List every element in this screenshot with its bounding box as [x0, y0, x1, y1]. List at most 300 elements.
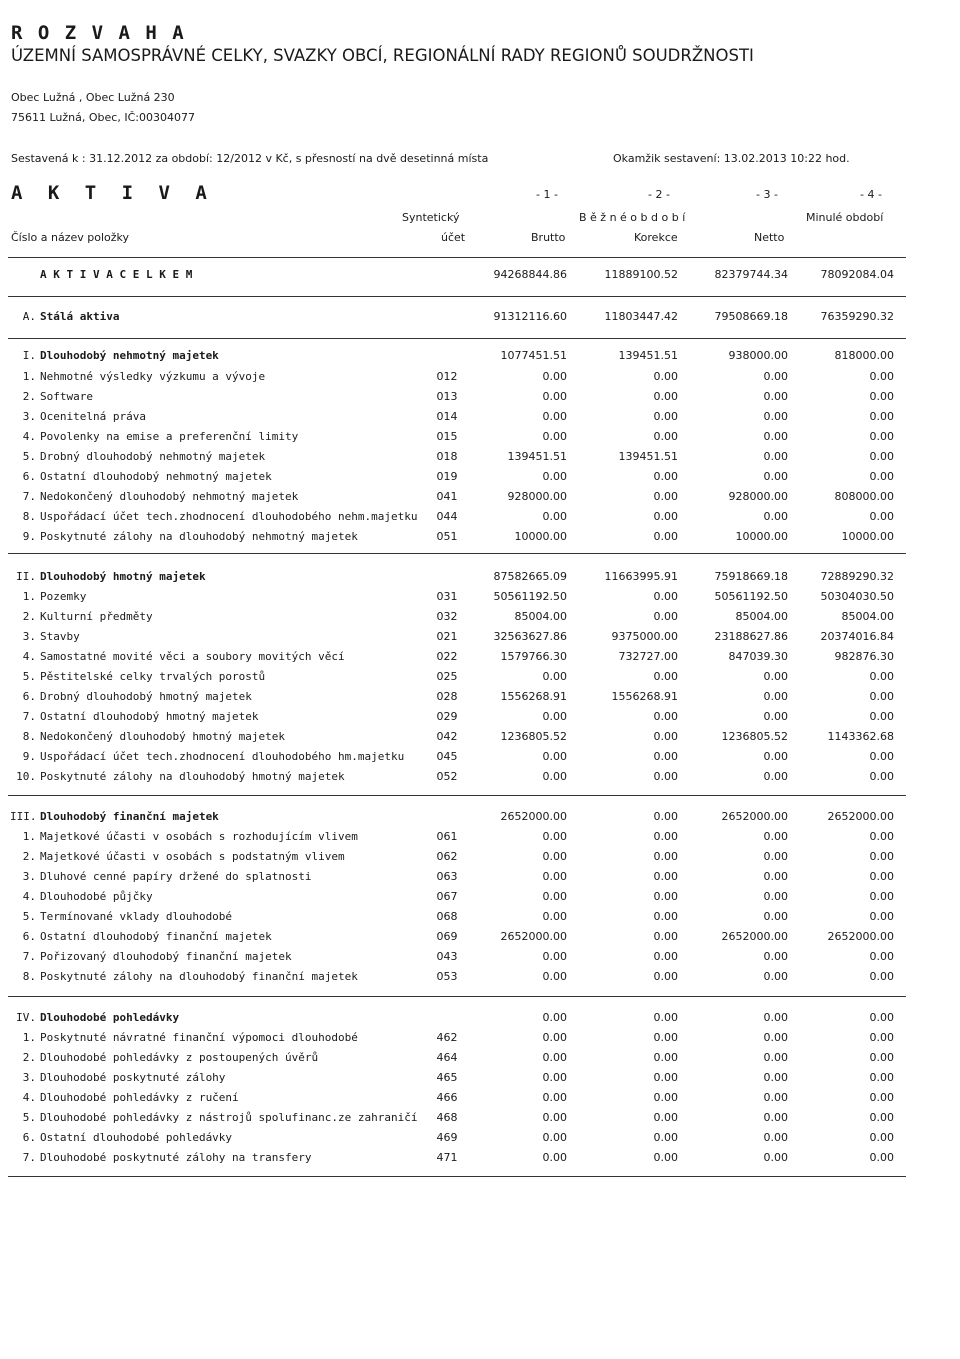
korekce-value: 0.00: [653, 610, 678, 623]
brutto-value: 0.00: [542, 1051, 567, 1064]
table-row: [0, 830, 960, 850]
korekce-value: 0.00: [653, 1011, 678, 1024]
item-number: 2.: [22, 1051, 36, 1064]
brutto-value: 0.00: [542, 510, 567, 523]
netto-value: 0.00: [763, 970, 788, 983]
brutto-value: 0.00: [542, 410, 567, 423]
netto-value: 0.00: [763, 690, 788, 703]
account-number: 019: [436, 470, 458, 483]
table-row: [0, 1091, 960, 1111]
item-name: Dlouhodobý finanční majetek: [40, 810, 219, 823]
item-name: Pořizovaný dlouhodobý finanční majetek: [40, 950, 292, 963]
item-number: 7.: [22, 490, 36, 503]
table-row: [0, 510, 960, 530]
table-row: [0, 910, 960, 930]
previous-value: 1143362.68: [827, 730, 894, 743]
account-number: 032: [436, 610, 458, 623]
korekce-value: 0.00: [653, 1051, 678, 1064]
netto-value: 0.00: [763, 1031, 788, 1044]
item-name: Dlouhodobé poskytnuté zálohy na transfery: [40, 1151, 312, 1164]
brutto-value: 1236805.52: [500, 730, 567, 743]
previous-value: 0.00: [869, 410, 894, 423]
item-name: Majetkové účasti v osobách s rozhodujícím vlivem: [40, 830, 358, 843]
table-row: [0, 770, 960, 790]
brutto-value: 0.00: [542, 850, 567, 863]
brutto-value: 2652000.00: [500, 810, 567, 823]
org-address: 75611 Lužná, Obec, IČ:00304077: [11, 111, 195, 124]
item-name: A K T I V A C E L K E M: [40, 268, 193, 281]
korekce-value: 0.00: [653, 510, 678, 523]
brutto-value: 928000.00: [507, 490, 567, 503]
brutto-value: 0.00: [542, 890, 567, 903]
item-name: Poskytnuté zálohy na dlouhodobý hmotný majetek: [40, 770, 345, 783]
table-row: [0, 870, 960, 890]
netto-value: 0.00: [763, 670, 788, 683]
brutto-value: 0.00: [542, 870, 567, 883]
korekce-value: 0.00: [653, 470, 678, 483]
col-current-period: B ě ž n é o b d o b í: [579, 211, 686, 224]
korekce-value: 0.00: [653, 1091, 678, 1104]
col-item-label: Číslo a název položky: [11, 231, 130, 244]
table-row: [0, 1031, 960, 1051]
item-name: Drobný dlouhodobý hmotný majetek: [40, 690, 252, 703]
item-number: 1.: [22, 370, 36, 383]
col-account: účet: [441, 231, 466, 244]
generated-time: Okamžik sestavení: 13.02.2013 10:22 hod.: [613, 152, 850, 165]
previous-value: 0.00: [869, 370, 894, 383]
korekce-value: 11663995.91: [604, 570, 678, 583]
brutto-value: 2652000.00: [500, 930, 567, 943]
item-number: 5.: [22, 450, 36, 463]
netto-value: 82379744.34: [714, 268, 788, 281]
divider: [8, 257, 906, 258]
table-row: [0, 930, 960, 950]
previous-value: 72889290.32: [820, 570, 894, 583]
account-number: 022: [436, 650, 458, 663]
korekce-value: 0.00: [653, 830, 678, 843]
table-row: [0, 650, 960, 670]
korekce-value: 9375000.00: [611, 630, 678, 643]
korekce-value: 139451.51: [618, 450, 678, 463]
item-number: 4.: [22, 890, 36, 903]
previous-value: 0.00: [869, 1091, 894, 1104]
item-name: Dlouhodobé půjčky: [40, 890, 153, 903]
previous-value: 0.00: [869, 890, 894, 903]
korekce-value: 0.00: [653, 950, 678, 963]
brutto-value: 0.00: [542, 950, 567, 963]
netto-value: 0.00: [763, 750, 788, 763]
previous-value: 0.00: [869, 750, 894, 763]
korekce-value: 0.00: [653, 1131, 678, 1144]
item-number: 4.: [22, 430, 36, 443]
korekce-value: 0.00: [653, 390, 678, 403]
account-number: 068: [436, 910, 458, 923]
account-number: 052: [436, 770, 458, 783]
brutto-value: 139451.51: [507, 450, 567, 463]
account-number: 063: [436, 870, 458, 883]
table-row: [0, 1051, 960, 1071]
brutto-value: 0.00: [542, 1091, 567, 1104]
item-name: Stálá aktiva: [40, 310, 120, 323]
item-number: 1.: [22, 830, 36, 843]
korekce-value: 139451.51: [618, 349, 678, 362]
item-name: Uspořádací účet tech.zhodnocení dlouhodobého nehm.majetku: [40, 510, 418, 523]
korekce-value: 0.00: [653, 930, 678, 943]
netto-value: 0.00: [763, 370, 788, 383]
col-netto: Netto: [754, 231, 785, 244]
org-name: Obec Lužná , Obec Lužná 230: [11, 91, 175, 104]
account-number: 067: [436, 890, 458, 903]
divider: [8, 553, 906, 554]
item-number: 4.: [22, 1091, 36, 1104]
table-section-row: [0, 810, 960, 830]
item-number: 8.: [22, 730, 36, 743]
netto-value: 10000.00: [735, 530, 788, 543]
item-name: Dlouhodobé pohledávky z ručení: [40, 1091, 239, 1104]
korekce-value: 11803447.42: [604, 310, 678, 323]
account-number: 044: [436, 510, 458, 523]
previous-value: 0.00: [869, 770, 894, 783]
korekce-value: 0.00: [653, 370, 678, 383]
netto-value: 0.00: [763, 430, 788, 443]
item-name: Pěstitelské celky trvalých porostů: [40, 670, 266, 683]
table-row: [0, 1151, 960, 1171]
account-number: 462: [436, 1031, 458, 1044]
col-brutto: Brutto: [531, 231, 566, 244]
brutto-value: 10000.00: [514, 530, 567, 543]
item-name: Drobný dlouhodobý nehmotný majetek: [40, 450, 266, 463]
item-number: 10.: [16, 770, 36, 783]
item-name: Poskytnuté zálohy na dlouhodobý finanční majetek: [40, 970, 358, 983]
item-name: Dluhové cenné papíry držené do splatnosti: [40, 870, 312, 883]
netto-value: 938000.00: [728, 349, 788, 362]
brutto-value: 85004.00: [514, 610, 567, 623]
item-name: Nedokončený dlouhodobý hmotný majetek: [40, 730, 286, 743]
korekce-value: 1556268.91: [611, 690, 678, 703]
table-row: [0, 450, 960, 470]
brutto-value: 50561192.50: [493, 590, 567, 603]
table-row: [0, 690, 960, 710]
previous-value: 0.00: [869, 710, 894, 723]
table-row: [0, 1071, 960, 1091]
previous-value: 0.00: [869, 1131, 894, 1144]
netto-value: 0.00: [763, 910, 788, 923]
netto-value: 2652000.00: [721, 930, 788, 943]
netto-value: 1236805.52: [721, 730, 788, 743]
item-number: 6.: [22, 1131, 36, 1144]
netto-value: 0.00: [763, 410, 788, 423]
account-number: 464: [436, 1051, 458, 1064]
item-number: 6.: [22, 930, 36, 943]
account-number: 029: [436, 710, 458, 723]
item-number: 3.: [22, 410, 36, 423]
netto-value: 0.00: [763, 1131, 788, 1144]
table-row: [0, 610, 960, 630]
netto-value: 0.00: [763, 1151, 788, 1164]
brutto-value: 0.00: [542, 1131, 567, 1144]
account-number: 468: [436, 1111, 458, 1124]
item-name: Uspořádací účet tech.zhodnocení dlouhodobého hm.majetku: [40, 750, 405, 763]
item-name: Povolenky na emise a preferenční limity: [40, 430, 299, 443]
netto-value: 847039.30: [728, 650, 788, 663]
item-name: Samostatné movité věci a soubory movitých věcí: [40, 650, 345, 663]
table-row: [0, 670, 960, 690]
item-number: 1.: [22, 1031, 36, 1044]
previous-value: 10000.00: [841, 530, 894, 543]
item-number: 8.: [22, 970, 36, 983]
account-number: 031: [436, 590, 458, 603]
item-number: IV.: [16, 1011, 36, 1024]
brutto-value: 0.00: [542, 430, 567, 443]
brutto-value: 0.00: [542, 830, 567, 843]
previous-value: 0.00: [869, 1151, 894, 1164]
korekce-value: 0.00: [653, 890, 678, 903]
table-row: [0, 430, 960, 450]
previous-value: 0.00: [869, 1031, 894, 1044]
netto-value: 50561192.50: [714, 590, 788, 603]
col-num-4: - 4 -: [860, 188, 882, 201]
account-number: 018: [436, 450, 458, 463]
previous-value: 0.00: [869, 950, 894, 963]
item-name: Poskytnuté návratné finanční výpomoci dlouhodobé: [40, 1031, 358, 1044]
item-number: 9.: [22, 530, 36, 543]
item-number: 4.: [22, 650, 36, 663]
netto-value: 0.00: [763, 950, 788, 963]
divider: [8, 338, 906, 339]
account-number: 014: [436, 410, 458, 423]
account-number: 469: [436, 1131, 458, 1144]
korekce-value: 0.00: [653, 770, 678, 783]
korekce-value: 0.00: [653, 910, 678, 923]
table-row: [0, 1131, 960, 1151]
account-number: 045: [436, 750, 458, 763]
account-number: 012: [436, 370, 458, 383]
previous-value: 0.00: [869, 850, 894, 863]
netto-value: 0.00: [763, 1051, 788, 1064]
item-number: 3.: [22, 870, 36, 883]
table-section-row: [0, 310, 960, 330]
netto-value: 75918669.18: [714, 570, 788, 583]
compiled-info: Sestavená k : 31.12.2012 za období: 12/2012 v Kč, s přesností na dvě desetinná místa: [11, 152, 489, 165]
account-number: 015: [436, 430, 458, 443]
brutto-value: 1579766.30: [500, 650, 567, 663]
netto-value: 0.00: [763, 510, 788, 523]
item-name: Poskytnuté zálohy na dlouhodobý nehmotný majetek: [40, 530, 358, 543]
item-number: 2.: [22, 850, 36, 863]
netto-value: 0.00: [763, 850, 788, 863]
item-number: II.: [16, 570, 36, 583]
item-name: Dlouhodobý nehmotný majetek: [40, 349, 219, 362]
account-number: 051: [436, 530, 458, 543]
brutto-value: 87582665.09: [493, 570, 567, 583]
table-section-row: [0, 349, 960, 369]
item-name: Ostatní dlouhodobý hmotný majetek: [40, 710, 259, 723]
brutto-value: 0.00: [542, 670, 567, 683]
table-section-row: [0, 1011, 960, 1031]
col-num-2: - 2 -: [648, 188, 670, 201]
item-name: Termínované vklady dlouhodobé: [40, 910, 233, 923]
previous-value: 0.00: [869, 870, 894, 883]
item-number: 6.: [22, 470, 36, 483]
brutto-value: 1077451.51: [500, 349, 567, 362]
netto-value: 0.00: [763, 770, 788, 783]
table-row: [0, 890, 960, 910]
previous-value: 0.00: [869, 390, 894, 403]
brutto-value: 0.00: [542, 1031, 567, 1044]
korekce-value: 0.00: [653, 1111, 678, 1124]
previous-value: 0.00: [869, 670, 894, 683]
table-row: [0, 470, 960, 490]
korekce-value: 0.00: [653, 810, 678, 823]
item-number: 2.: [22, 610, 36, 623]
previous-value: 2652000.00: [827, 810, 894, 823]
table-row: [0, 730, 960, 750]
account-number: 471: [436, 1151, 458, 1164]
brutto-value: 32563627.86: [493, 630, 567, 643]
previous-value: 85004.00: [841, 610, 894, 623]
report-subtitle: ÚZEMNÍ SAMOSPRÁVNÉ CELKY, SVAZKY OBCÍ, REGIONÁLNÍ RADY REGIONŮ SOUDRŽNOSTI: [11, 46, 754, 65]
divider: [8, 296, 906, 297]
netto-value: 0.00: [763, 1091, 788, 1104]
item-number: 5.: [22, 1111, 36, 1124]
korekce-value: 0.00: [653, 710, 678, 723]
item-name: Ostatní dlouhodobý nehmotný majetek: [40, 470, 272, 483]
table-section-row: [0, 570, 960, 590]
account-number: 028: [436, 690, 458, 703]
brutto-value: 1556268.91: [500, 690, 567, 703]
item-number: 5.: [22, 910, 36, 923]
item-number: 2.: [22, 390, 36, 403]
korekce-value: 0.00: [653, 430, 678, 443]
table-row: [0, 490, 960, 510]
item-number: 5.: [22, 670, 36, 683]
table-row: [0, 970, 960, 990]
col-syntetic: Syntetický: [402, 211, 460, 224]
netto-value: 0.00: [763, 470, 788, 483]
brutto-value: 0.00: [542, 970, 567, 983]
table-row: [0, 850, 960, 870]
netto-value: 0.00: [763, 870, 788, 883]
brutto-value: 0.00: [542, 750, 567, 763]
item-number: 9.: [22, 750, 36, 763]
account-number: 025: [436, 670, 458, 683]
account-number: 041: [436, 490, 458, 503]
item-number: III.: [10, 810, 37, 823]
item-name: Dlouhodobé poskytnuté zálohy: [40, 1071, 226, 1084]
item-name: Stavby: [40, 630, 80, 643]
previous-value: 76359290.32: [820, 310, 894, 323]
report-title: R O Z V A H A: [11, 22, 186, 44]
korekce-value: 11889100.52: [604, 268, 678, 281]
item-name: Nedokončený dlouhodobý nehmotný majetek: [40, 490, 299, 503]
previous-value: 0.00: [869, 690, 894, 703]
item-number: 8.: [22, 510, 36, 523]
korekce-value: 0.00: [653, 530, 678, 543]
divider: [8, 795, 906, 796]
col-num-3: - 3 -: [756, 188, 778, 201]
table-row: [0, 590, 960, 610]
table-row: [0, 390, 960, 410]
brutto-value: 0.00: [542, 370, 567, 383]
previous-value: 78092084.04: [820, 268, 894, 281]
korekce-value: 0.00: [653, 670, 678, 683]
item-number: 3.: [22, 630, 36, 643]
item-name: Dlouhodobé pohledávky z postoupených úvěrů: [40, 1051, 319, 1064]
brutto-value: 0.00: [542, 910, 567, 923]
brutto-value: 0.00: [542, 1151, 567, 1164]
table-row: [0, 530, 960, 550]
netto-value: 79508669.18: [714, 310, 788, 323]
table-row: [0, 950, 960, 970]
previous-value: 0.00: [869, 450, 894, 463]
netto-value: 0.00: [763, 1071, 788, 1084]
korekce-value: 0.00: [653, 590, 678, 603]
item-name: Ostatní dlouhodobý finanční majetek: [40, 930, 272, 943]
item-name: Nehmotné výsledky výzkumu a vývoje: [40, 370, 266, 383]
table-row: [0, 410, 960, 430]
account-number: 042: [436, 730, 458, 743]
table-row: [0, 1111, 960, 1131]
netto-value: 2652000.00: [721, 810, 788, 823]
item-name: Ocenitelná práva: [40, 410, 146, 423]
item-number: 6.: [22, 690, 36, 703]
item-name: Ostatní dlouhodobé pohledávky: [40, 1131, 233, 1144]
brutto-value: 91312116.60: [493, 310, 567, 323]
previous-value: 0.00: [869, 910, 894, 923]
netto-value: 0.00: [763, 890, 788, 903]
korekce-value: 0.00: [653, 1071, 678, 1084]
korekce-value: 0.00: [653, 1151, 678, 1164]
netto-value: 928000.00: [728, 490, 788, 503]
divider: [8, 1176, 906, 1177]
netto-value: 0.00: [763, 1011, 788, 1024]
brutto-value: 0.00: [542, 390, 567, 403]
brutto-value: 94268844.86: [493, 268, 567, 281]
item-number: A.: [22, 310, 36, 323]
table-row: [0, 750, 960, 770]
item-number: 7.: [22, 710, 36, 723]
netto-value: 0.00: [763, 450, 788, 463]
table-section-row: [0, 268, 960, 288]
item-name: Dlouhodobý hmotný majetek: [40, 570, 206, 583]
previous-value: 0.00: [869, 1111, 894, 1124]
account-number: 021: [436, 630, 458, 643]
previous-value: 0.00: [869, 1071, 894, 1084]
item-name: Software: [40, 390, 93, 403]
account-number: 013: [436, 390, 458, 403]
previous-value: 0.00: [869, 1011, 894, 1024]
account-number: 069: [436, 930, 458, 943]
account-number: 466: [436, 1091, 458, 1104]
korekce-value: 0.00: [653, 970, 678, 983]
previous-value: 982876.30: [834, 650, 894, 663]
korekce-value: 0.00: [653, 410, 678, 423]
section-title: A K T I V A: [11, 182, 214, 204]
col-prev-period: Minulé období: [806, 211, 884, 224]
previous-value: 0.00: [869, 430, 894, 443]
item-number: 3.: [22, 1071, 36, 1084]
netto-value: 0.00: [763, 830, 788, 843]
netto-value: 0.00: [763, 1111, 788, 1124]
item-name: Dlouhodobé pohledávky: [40, 1011, 180, 1024]
previous-value: 0.00: [869, 830, 894, 843]
korekce-value: 0.00: [653, 850, 678, 863]
previous-value: 0.00: [869, 970, 894, 983]
korekce-value: 0.00: [653, 730, 678, 743]
brutto-value: 0.00: [542, 710, 567, 723]
previous-value: 50304030.50: [820, 590, 894, 603]
brutto-value: 0.00: [542, 1071, 567, 1084]
